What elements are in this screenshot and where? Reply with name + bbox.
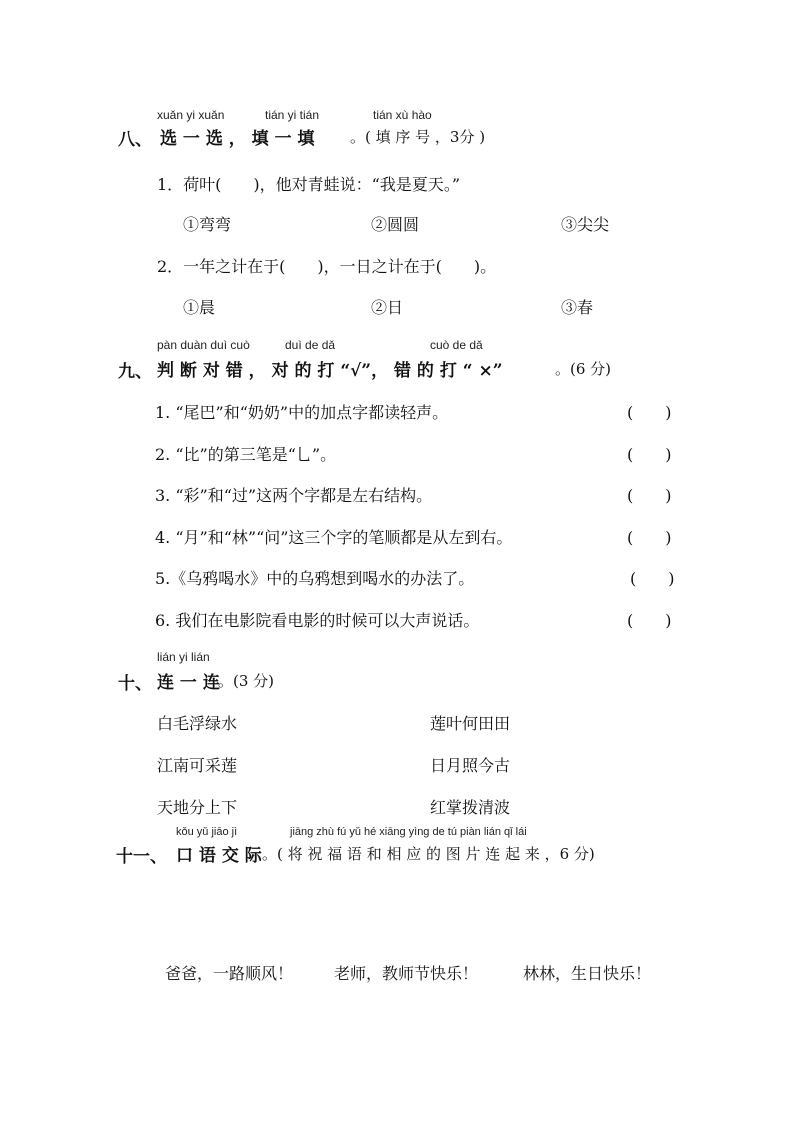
poem-left-3[interactable]: 天地分上下 [157, 798, 238, 817]
answer-bracket-1[interactable]: ( ) [627, 403, 672, 422]
wish-dad[interactable]: 爸爸，一路顺风！ [165, 964, 294, 983]
poem-left-1[interactable]: 白毛浮绿水 [157, 714, 238, 733]
option-8-2-a: ①晨 [183, 298, 216, 317]
judge-item-6: 6. 我们在电影院看电影的时候可以大声说话。 [155, 611, 480, 630]
poem-right-1[interactable]: 莲叶何田田 [430, 714, 511, 733]
pinyin-xuan-yi-xuan: xuǎn yi xuǎn [157, 108, 225, 122]
option-8-1-b: ②圆圆 [371, 215, 420, 234]
option-8-1-a: ①弯弯 [183, 215, 232, 234]
answer-bracket-2[interactable]: ( ) [627, 445, 672, 464]
option-8-2-c: ③春 [561, 298, 594, 317]
section-10-note: 。(3 分) [218, 672, 275, 690]
question-8-1: 1．荷叶( )，他对青蛙说：“我是夏天。” [157, 175, 461, 194]
section-10-number: 十、 [118, 674, 152, 694]
poem-right-2[interactable]: 日月照今古 [430, 756, 511, 775]
section-10-title: 连 一 连 [157, 673, 220, 693]
judge-item-1: 1. “尾巴”和“奶奶”中的加点字都读轻声。 [155, 403, 449, 422]
pinyin-kou-yu-jiao-ji: kǒu yǔ jiāo jì [176, 826, 238, 838]
section-11-title: 口 语 交 际 [176, 846, 262, 866]
pinyin-tian-xu-hao: tián xù hào [373, 108, 432, 122]
section-11-number: 十一、 [116, 847, 167, 867]
pinyin-pan-duan-dui-cuo: pàn duàn duì cuò [157, 338, 250, 352]
answer-bracket-6[interactable]: ( ) [627, 611, 672, 630]
pinyin-tian-yi-tian: tián yi tián [265, 108, 320, 122]
option-8-2-b: ②日 [371, 298, 404, 317]
pinyin-instruction: jiāng zhù fú yǔ hé xiāng yìng de tú piàn lián qǐ lái [290, 826, 527, 838]
answer-bracket-3[interactable]: ( ) [627, 486, 672, 505]
answer-bracket-5[interactable]: ( ) [630, 569, 675, 588]
wish-linlin[interactable]: 林林，生日快乐！ [523, 964, 652, 983]
section-9-number: 九、 [118, 362, 152, 382]
pinyin-cuo-de-da: cuò de dǎ [430, 338, 483, 352]
judge-item-5: 5.《乌鸦喝水》中的乌鸦想到喝水的办法了。 [155, 569, 475, 588]
pinyin-dui-de-da: duì de dǎ [285, 338, 336, 352]
section-11-note: 。( 将 祝 福 语 和 相 应 的 图 片 连 起 来 ，6 分) [262, 845, 595, 863]
pinyin-lian-yi-lian: lián yi lián [157, 650, 210, 664]
section-8-note: 。( 填 序 号 ，3分 ) [350, 128, 486, 146]
answer-bracket-4[interactable]: ( ) [627, 528, 672, 547]
judge-item-2: 2. “比”的第三笔是“乚”。 [155, 445, 337, 464]
judge-item-3: 3. “彩”和“过”这两个字都是左右结构。 [155, 486, 433, 505]
judge-item-4: 4. “月”和“林”“问”这三个字的笔顺都是从左到右。 [155, 528, 513, 547]
wish-teacher[interactable]: 老师，教师节快乐！ [334, 964, 479, 983]
question-8-2: 2．一年之计在于( )，一日之计在于( )。 [157, 257, 497, 276]
section-8-title: 选 一 选 ， 填 一 填 [160, 129, 315, 149]
section-9-title: 判 断 对 错 ， 对 的 打 “√”， 错 的 打 “ ×” [157, 361, 503, 381]
poem-right-3[interactable]: 红掌拨清波 [430, 798, 511, 817]
poem-left-2[interactable]: 江南可采莲 [157, 756, 238, 775]
section-9-note: 。(6 分) [555, 360, 612, 378]
section-8-number: 八、 [118, 130, 152, 150]
option-8-1-c: ③尖尖 [561, 215, 610, 234]
